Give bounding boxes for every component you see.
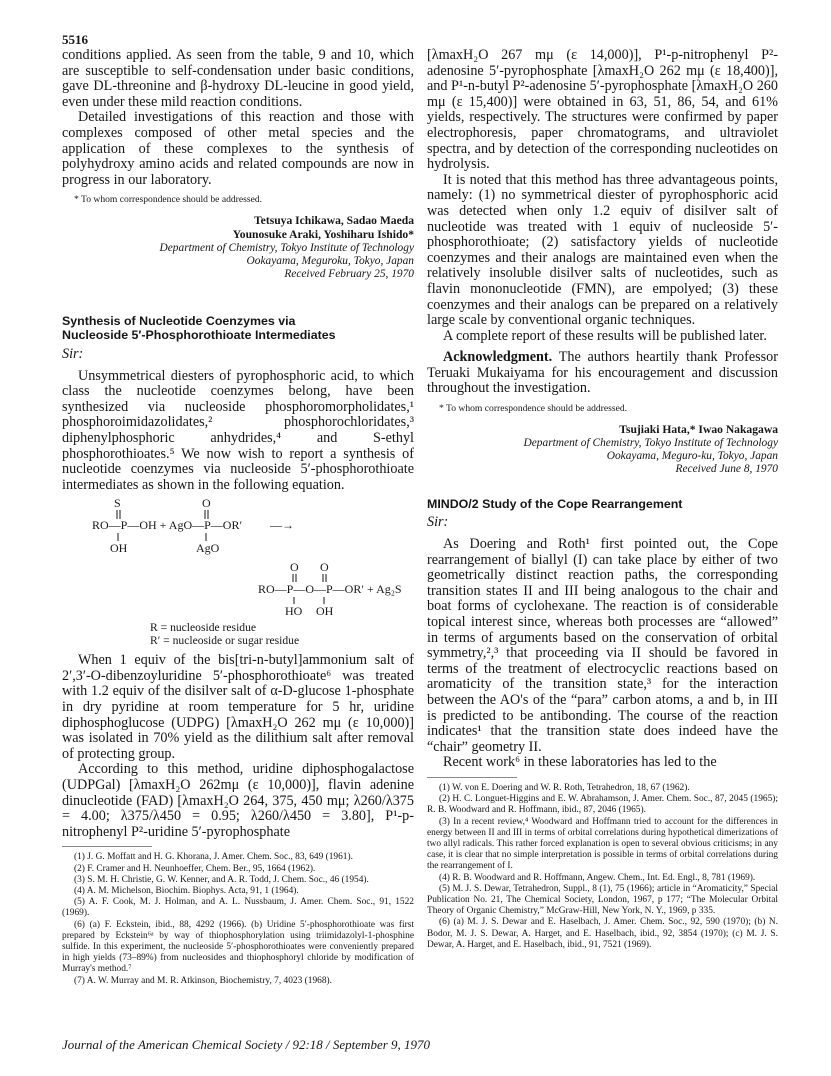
references-right <box>427 783 778 951</box>
intro-paragraph-1: conditions applied. As seen from the table, 9 and 10, which are susceptible to self-condensation under basic conditions, gave DL-threonine and β-hydroxy DL-leucine in good yield, even under these mild reaction conditions. <box>62 47 414 110</box>
reaction-equation <box>62 497 414 617</box>
eq-oh-1: OH <box>110 541 128 556</box>
continued-paragraph-2: It is noted that this method has three advantageous points, namely: (1) no symmetrical diester of pyrophosphoric acid was detected when only 1.2 equiv of disilver salt of nucleotide was treated with 1 equiv of nucleoside 5′-phosphorothioate; (2) satisfactory yields of nucleotide coenzymes and their analogs are maintained even when the relatively insoluble disilver salts of nucleotides, such as flavin mononucleotide (FMN), are empolyed; (3) these coenzymes and their analogs can be prepared on a relatively large scale by conventional organic techniques. <box>427 171 778 329</box>
reference-item: (7) A. W. Murray and M. R. Atkinson, Biochemistry, 7, 4023 (1968). <box>74 975 332 986</box>
r-definition-1: R = nucleoside residue <box>150 621 257 635</box>
eq-ago: AgO <box>196 541 220 556</box>
right-column <box>427 48 778 951</box>
received-date-2: Received June 8, 1970 <box>675 463 778 476</box>
page-number: 5516 <box>62 32 88 47</box>
journal-footer: Journal of the American Chemical Society / 92:18 / September 9, 1970 <box>62 1037 431 1052</box>
reference-item: (6) (a) M. J. S. Dewar and E. Haselbach, J. Amer. Chem. Soc., 92, 590 (1970); (b) N. Bodor, M. J. S. Dewar, A. Harget, and E. Haselbach, ibid., 92, 3854 (1970); (c) M. J. S. Dewar, A. Harget, and E. Haselbach, ibid., 91, 7521 (1969). <box>427 917 778 950</box>
cope-paragraph-1: As Doering and Roth¹ first pointed out, the Cope rearrangement of biallyl (I) can take place by either of two geometrically distinct reaction paths, the corresponding transition states II and III being analogous to the chair and boat forms of cyclohexane. The reaction is of considerable topical interest since, whereas both processes are “allowed” in terms of arguments based on the conservation of orbital symmetry,²,³ that proceeding via II should be favored in terms of the treatment of electrocyclic reactions based on aromaticity of the transition state,³ for the interaction between the AO's of the “para” carbon atoms, a and b, in III is predicted to be antibonding. The course of the reaction indicates¹ that the transition state does indeed have the “chair” geometry II. <box>427 536 778 755</box>
reference-item: (1) J. G. Moffatt and H. G. Khorana, J. Amer. Chem. Soc., 83, 649 (1961). <box>74 852 353 863</box>
article-title-cope: MINDO/2 Study of the Cope Rearrangement <box>427 496 683 511</box>
affiliation-line-1b: Ookayama, Meguroku, Tokyo, Japan <box>246 254 414 267</box>
eq-o-2: O <box>320 560 329 575</box>
eq-oh-2: OH <box>316 604 334 618</box>
author-line-1a: Tetsuya Ichikawa, Sadao Maeda <box>254 214 414 228</box>
eq-reactants: RO—P—OH + AgO—P—OR′ <box>92 518 243 533</box>
reference-item: (5) M. J. S. Dewar, Tetrahedron, Suppl., 8 (1), 75 (1966); article in “Aromaticity,” Special Publication No. 21, The Chemical Society, London, 1967, p 177; “The Molecular Orbital Theory of Organic Chemistry,” McGraw-Hill, New York, N. Y., 1969, p 335. <box>427 883 778 917</box>
reference-item: (2) H. C. Longuet-Higgins and E. W. Abrahamson, J. Amer. Chem. Soc., 87, 2045 (1965); R. B. Woodward and R. Hoffmann, ibid., 87, 2046 (1965). <box>427 794 778 816</box>
correspondence-note-1: * To whom correspondence should be addressed. <box>74 194 263 206</box>
cope-paragraph-2: Recent work⁶ in these laboratories has led to the <box>443 754 717 771</box>
acknowledgment-text: The authors heartily thank Professor Teruaki Mukaiyama for his encouragement and discussion throughout the investigation. <box>427 349 779 397</box>
reference-item: (4) A. M. Michelson, Biochim. Biophys. Acta, 91, 1 (1964). <box>74 886 299 897</box>
reference-item: (1) W. von E. Doering and W. R. Roth, Tetrahedron, 18, 67 (1962). <box>439 782 690 793</box>
body-paragraph-2: When 1 equiv of the bis[tri-n-butyl]ammonium salt of 2′,3′-O-dibenzoyluridine 5′-phosphorothioate⁶ was treated with 1.2 equiv of the disilver salt of α-D-glucose 1-phosphate in dry pyridine at room temperature for 5 hr, uridine diphosphoglucose (UDPG) [λmaxH₂O 262 mμ (ε 10,000)] was isolated in 70% yield as the dilithium salt after removal of protecting group. <box>62 652 414 762</box>
eq-o-1: O <box>290 560 299 575</box>
author-line-1b: Younosuke Araki, Yoshiharu Ishido* <box>232 227 414 241</box>
references-left <box>62 852 414 986</box>
reference-item: (5) A. F. Cook, M. J. Holman, and A. L. Nussbaum, J. Amer. Chem. Soc., 91, 1522 (1969). <box>62 897 414 919</box>
acknowledgment-paragraph <box>427 350 778 397</box>
reference-item: (2) F. Cramer and H. Neunhoeffer, Chem. Ber., 95, 1664 (1962). <box>74 863 316 874</box>
article-title-line-b: Nucleoside 5′-Phosphorothioate Intermediates <box>62 328 336 343</box>
equation-drawing <box>62 497 414 617</box>
author-line-2: Tsujiaki Hata,* Iwao Nakagawa <box>619 423 778 437</box>
acknowledgment-label: Acknowledgment. <box>443 349 553 366</box>
body-paragraph-3: According to this method, uridine diphosphogalactose (UDPGal) [λmaxH₂O 262mμ (ε 10,000)], flavin adenine dinucleotide (FAD) [λmaxH₂O 264, 375, 450 mμ; λ260/λ375 = 4.00; λ375/λ450 = 0.95; λ260/λ450 = 3.80], P¹-p-nitrophenyl P²-uridine 5′-pyrophosphate <box>62 761 414 840</box>
salutation-2: Sir: <box>427 514 449 531</box>
footnote-divider-left <box>62 846 152 847</box>
affiliation-line-2b: Ookayama, Meguro-ku, Tokyo, Japan <box>606 450 778 463</box>
eq-arrow: —→ <box>270 518 294 533</box>
eq-product: RO—P—O—P—OR′ + Ag₂S <box>258 582 402 597</box>
eq-ho: HO <box>285 604 303 618</box>
article-title-line-a: Synthesis of Nucleotide Coenzymes via <box>62 313 296 328</box>
reference-item: (3) S. M. H. Christie, G. W. Kenner, and A. R. Todd, J. Chem. Soc., 46 (1954). <box>74 874 369 885</box>
reference-item: (4) R. B. Woodward and R. Hoffmann, Angew. Chem., Int. Ed. Engl., 8, 781 (1969). <box>439 872 756 883</box>
affiliation-line-1a: Department of Chemistry, Tokyo Institute of Technology <box>159 241 414 254</box>
reference-item: (3) In a recent review,⁴ Woodward and Hoffmann tried to account for the differences in energy between II and III in terms of orbital correlations during hypothetical dimerizations of two allyl radicals. This rather forced explanation is open to several obvious criticisms; in any case, it is clear that no simple interpretation is possible in terms of orbital correlations during the rearrangement of I. <box>427 816 778 872</box>
body-paragraph-1: Unsymmetrical diesters of pyrophosphoric acid, to which class the nucleotide coenzymes belong, have been synthesized via nucleoside phosphoromorpholidates,¹ phosphoroimidazolidates,² phosphorochloridates,³ diphenylphosphoric anhydrides,⁴ and S-ethyl phosphorothioates.⁵ We now wish to report a synthesis of nucleotide coenzymes via nucleoside 5′-phosphorothioate intermediates as shown in the following equation. <box>62 367 414 493</box>
affiliation-line-2a: Department of Chemistry, Tokyo Institute of Technology <box>523 436 778 449</box>
intro-paragraph-2: Detailed investigations of this reaction and those with complexes composed of other metal species and the application of these complexes to the synthesis of polyhydroxy amino acids and related compounds are now in progress in our laboratory. <box>62 109 414 188</box>
eq-oxygen-label: O <box>202 497 211 511</box>
r-definition-2: R′ = nucleoside or sugar residue <box>150 634 300 648</box>
received-date-1: Received February 25, 1970 <box>284 268 414 281</box>
salutation: Sir: <box>62 345 84 362</box>
continued-paragraph-3: A complete report of these results will be published later. <box>443 327 767 344</box>
footnote-divider-right <box>427 777 517 778</box>
eq-sulfur-label: S <box>114 497 121 511</box>
left-column <box>62 48 414 987</box>
reference-item: (6) (a) F. Eckstein, ibid., 88, 4292 (1966). (b) Uridine 5′-phosphorothioate was first prepared by Eckstein⁶ᵃ by way of thiophosphorylation using triimidazolyl-1-phosphine sulfide. In this experiment, the nucleoside 5′-phosphorothioates were conveniently prepared in high yields (73–89%) from nucleosides and thiophosphoryl chloride by modification of Murray's method.⁷ <box>62 919 414 975</box>
continued-paragraph-1: [λmaxH₂O 267 mμ (ε 14,000)], P¹-p-nitrophenyl P²-adenosine 5′-pyrophosphate [λmaxH₂O 262 mμ (ε 18,400)], and P¹-n-butyl P²-adenosine 5′-pyrophosphate [λmaxH₂O 260 mμ (ε 15,400)] were obtained in 63, 51, 86, 54, and 61% yields, respectively. The structures were confirmed by paper electrophoresis, paper chromatograms, and ultraviolet spectra, and by detection of the corresponding nucleotides on hydrolysis. <box>427 47 778 173</box>
correspondence-note-2: * To whom correspondence should be addressed. <box>439 403 628 415</box>
